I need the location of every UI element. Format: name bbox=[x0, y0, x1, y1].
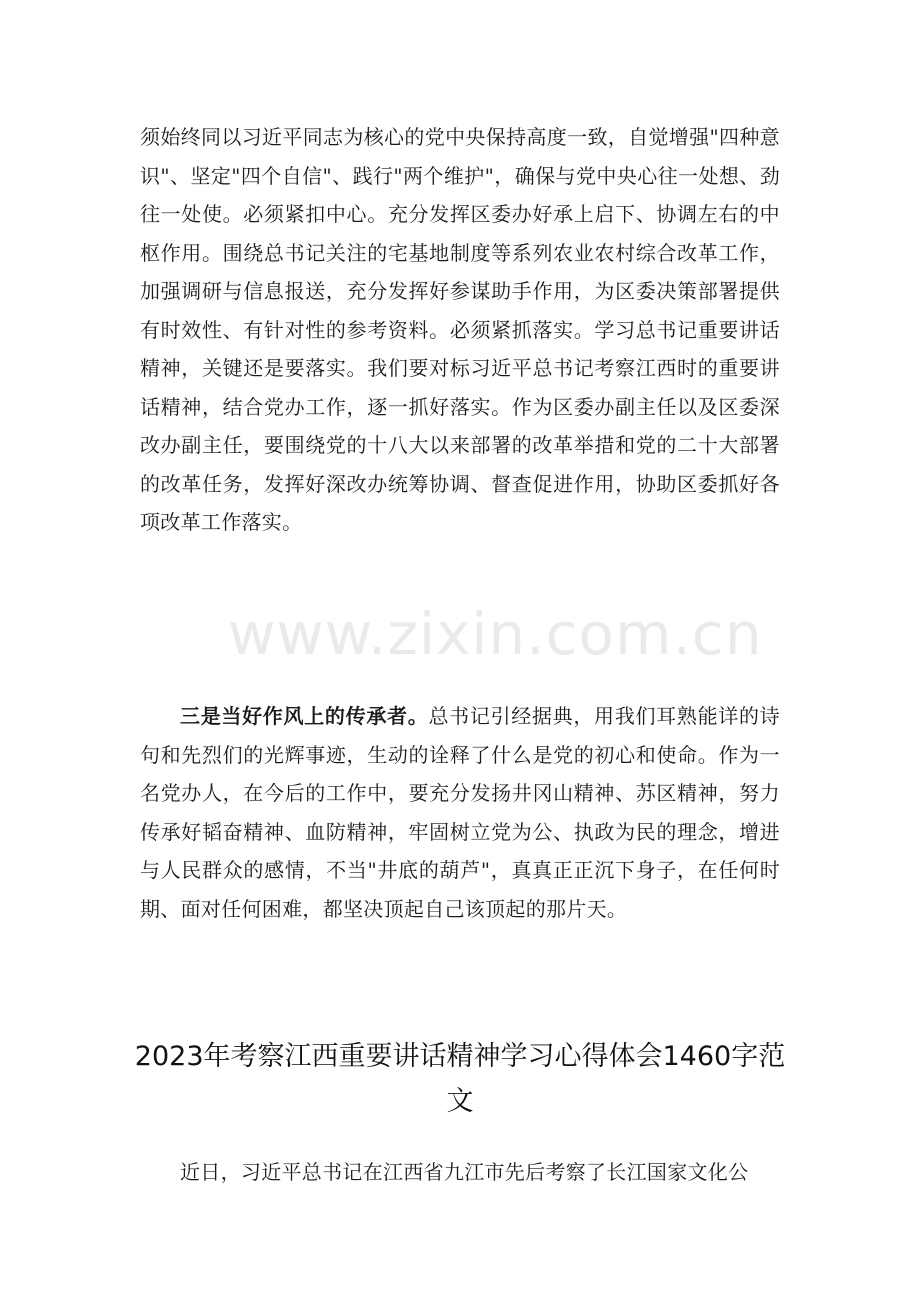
body-paragraph-2 bbox=[140, 697, 780, 928]
body-paragraph-1: 须始终同以习近平同志为核心的党中央保持高度一致，自觉增强"四种意识"、坚定"四个自信"、践行"两个维护"，确保与党中央心往一处想、劲往一处使。必须紧扣中心。充分发挥区委办好承上启下、协调左右的中枢作用。围绕总书记关注的宅基地制度等系列农业农村综合改革工作，加强调研与信息报送，充分发挥好参谋助手作用，为区委决策部署提供有时效性、有针对性的参考资料。必须紧抓落实。学习总书记重要讲话精神，关键还是要落实。我们要对标习近平总书记考察江西时的重要讲话精神，结合党办工作，逐一抓好落实。作为区委办副主任以及区委深改办副主任，要围绕党的十八大以来部署的改革举措和党的二十大部署的改革任务，发挥好深改办统筹协调、督查促进作用，协助区委抓好各项改革工作落实。 bbox=[140, 125, 780, 534]
paragraph-body: 总书记引经据典，用我们耳熟能详的诗句和先烈们的光辉事迹，生动的诠释了什么是党的初心和使命。作为一名党办人，在今后的工作中，要充分发扬井冈山精神、苏区精神，努力传承好韬奋精神、血防精神，牢固树立党为公、执政为民的理念，增进与人民群众的感情，不当"井底的葫芦"，真真正正沉下身子，在任何时期、面对任何困难，都坚决顶起自己该顶起的那片天。 bbox=[140, 704, 780, 921]
section-heading: 2023年考察江西重要讲话精神学习心得体会1460字范文 bbox=[134, 1041, 786, 1117]
watermark: www.zixin.com.cn bbox=[228, 600, 763, 668]
body-paragraph-3: 近日，习近平总书记在江西省九江市先后考察了长江国家文化公 bbox=[180, 1160, 749, 1184]
paragraph-lead: 三是当好作风上的传承者。 bbox=[180, 704, 429, 728]
